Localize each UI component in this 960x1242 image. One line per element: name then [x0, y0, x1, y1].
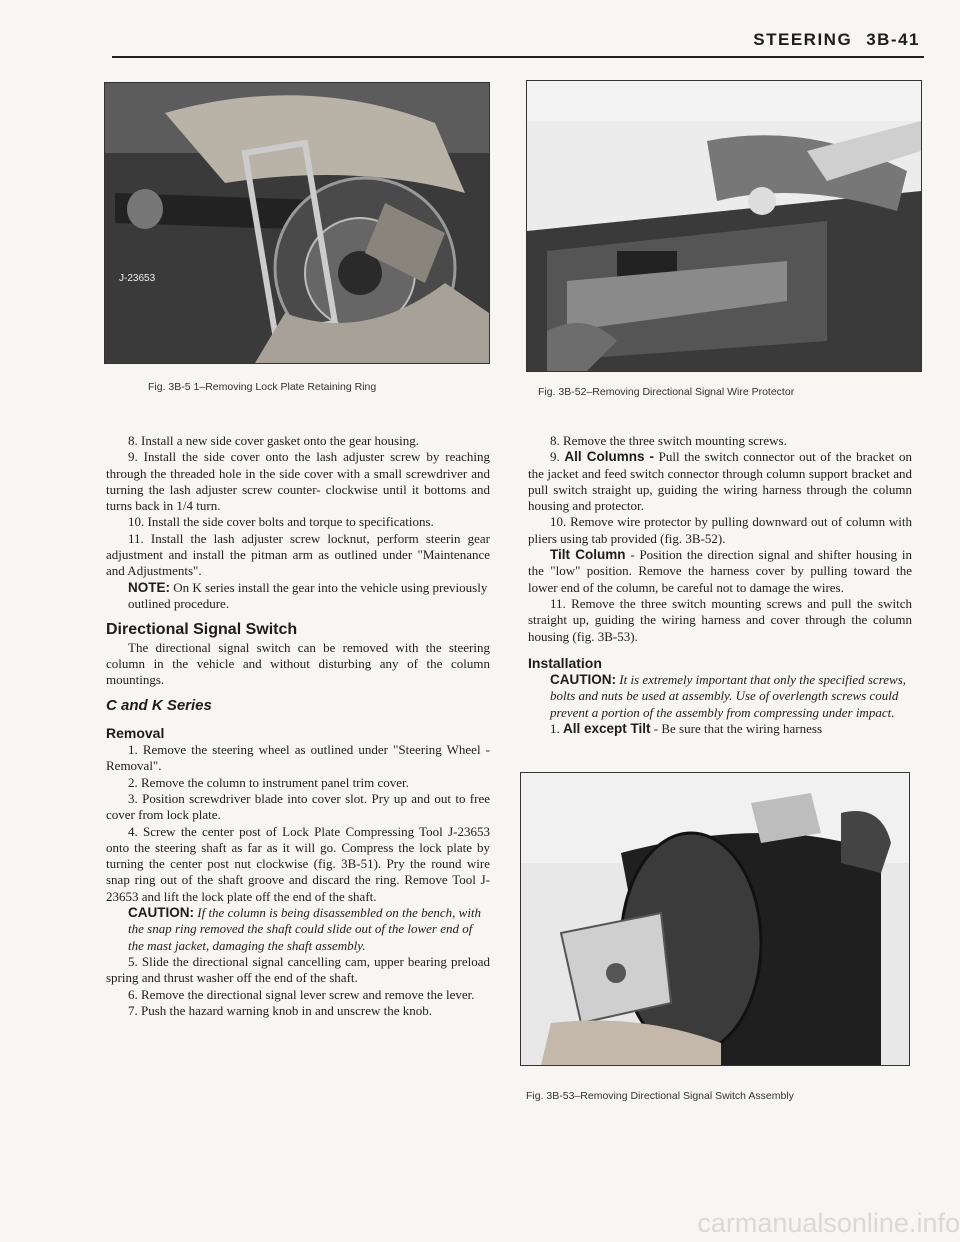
installation-heading: Installation [528, 654, 602, 671]
note-label: NOTE: [128, 579, 170, 595]
right-step-8: 8. Remove the three switch mounting screws. [550, 433, 787, 448]
caution-block [128, 905, 490, 954]
section-intro: The directional signal switch can be removed with the steering column in the vehicle and without disturbing any of the column mountings. [106, 639, 490, 688]
page-number: 3B-41 [866, 30, 920, 49]
watermark: carmanualsonline.info [697, 1208, 960, 1238]
header-rule [112, 56, 924, 58]
install-caution-block [550, 672, 912, 721]
removal-step-3: 3. Position screwdriver blade into cover slot. Pry up and out to free cover from lock plate. [106, 790, 490, 823]
wire-protector-photo [527, 81, 921, 371]
step-9-number: 9. [550, 449, 565, 465]
tilt-column-step [528, 547, 912, 596]
section-title: STEERING [753, 30, 853, 49]
figure-3b-53-caption: Fig. 3B-53–Removing Directional Signal Switch Assembly [526, 1090, 794, 1102]
note-text: On K series install the gear into the vehicle using previously outlined procedure. [128, 579, 488, 611]
note-block [128, 580, 490, 613]
series-heading: C and K Series [106, 697, 212, 715]
tilt-column-label: Tilt Column [550, 547, 626, 563]
removal-step-6: 6. Remove the directional signal lever screw and remove the lever. [128, 986, 475, 1002]
step-10: 10. Install the side cover bolts and torque to specifications. [128, 514, 434, 530]
all-except-tilt-label: All except Tilt [563, 721, 651, 737]
removal-step-4: 4. Screw the center post of Lock Plate Compressing Tool J-23653 onto the steering shaft as far as it will go. Compress the lock plate by turning the center post nut clockwise (fig. 3B-51). Pry the round wire snap ring out of the shaft groove and discard the ring. Remove Tool J-23653 and lift the lock plate off the end of the shaft. [106, 823, 490, 904]
right-step-10: 10. Remove wire protector by pulling downward out of column with pliers using tab provided (fig. 3B-52). [528, 514, 912, 546]
figure-3b-53-photo [520, 772, 910, 1066]
right-step-11: 11. Remove the three switch mounting screws and pull the switch straight up, guiding the wiring harness and cover through the column housing (fig. 3B-53). [528, 595, 912, 644]
install-step-1 [528, 721, 912, 737]
removal-step-5: 5. Slide the directional signal cancelling cam, upper bearing preload spring and thrust washer off the end of the shaft. [106, 953, 490, 986]
tilt-column-text: - Position the direction signal and shifter housing in the "low" position. Remove the harness cover by pulling toward the lower end of the column, be careful not to damage the wires. [528, 547, 913, 595]
install-step-1-text: - Be sure that the wiring harness [650, 721, 823, 737]
left-text-column [106, 433, 490, 1019]
right-text-column [528, 433, 912, 737]
figure-3b-51-caption: Fig. 3B-5 1–Removing Lock Plate Retaining Ring [148, 381, 377, 393]
step-9: 9. Install the side cover onto the lash adjuster screw by reaching through the threaded hole in the side cover with a small screwdriver and turning the lash adjuster screw counter- clockwise until it bottoms and turns back in 1/4 turn. [106, 449, 490, 514]
section-heading: Directional Signal Switch [106, 621, 298, 639]
right-step-9 [528, 449, 912, 514]
figure-3b-51-photo [104, 82, 490, 364]
install-step-1-number: 1. [550, 721, 563, 737]
switch-assembly-photo [521, 773, 909, 1065]
tool-label-j23653: J-23653 [119, 273, 156, 284]
lock-plate-photo [105, 83, 489, 363]
install-caution-label: CAUTION: [550, 672, 616, 688]
page-header [560, 30, 920, 50]
caution-text: If the column is being disassembled on the bench, with the snap ring removed the shaft could slide out of the lower end of the mast jacket, damaging the shaft assembly. [128, 905, 482, 953]
removal-step-7: 7. Push the hazard warning knob in and unscrew the knob. [128, 1002, 432, 1018]
caution-label: CAUTION: [128, 905, 194, 921]
figure-3b-52-photo [526, 80, 922, 372]
step-11: 11. Install the lash adjuster screw locknut, perform steerin gear adjustment and install the pitman arm as outlined under "Maintenance and Adjustments". [106, 530, 490, 579]
step-9-text: Pull the switch connector out of the bracket on the jacket and feed switch connector through column support bracket and pull switch straight up, guiding the wiring harness through the column housing and protector. [528, 449, 913, 514]
figure-3b-52-caption: Fig. 3B-52–Removing Directional Signal Wire Protector [538, 386, 795, 398]
all-columns-label: All Columns - [564, 449, 655, 465]
removal-step-1: 1. Remove the steering wheel as outlined under "Steering Wheel - Removal". [106, 742, 490, 774]
step-8: 8. Install a new side cover gasket onto the gear housing. [128, 433, 419, 448]
removal-step-2: 2. Remove the column to instrument panel trim cover. [128, 774, 409, 790]
install-caution-text: It is extremely important that only the specified screws, bolts and nuts be used at assembly. Use of overlength screws could prevent a portion of the assembly from compressing under impact. [550, 672, 907, 720]
removal-heading: Removal [106, 724, 165, 741]
